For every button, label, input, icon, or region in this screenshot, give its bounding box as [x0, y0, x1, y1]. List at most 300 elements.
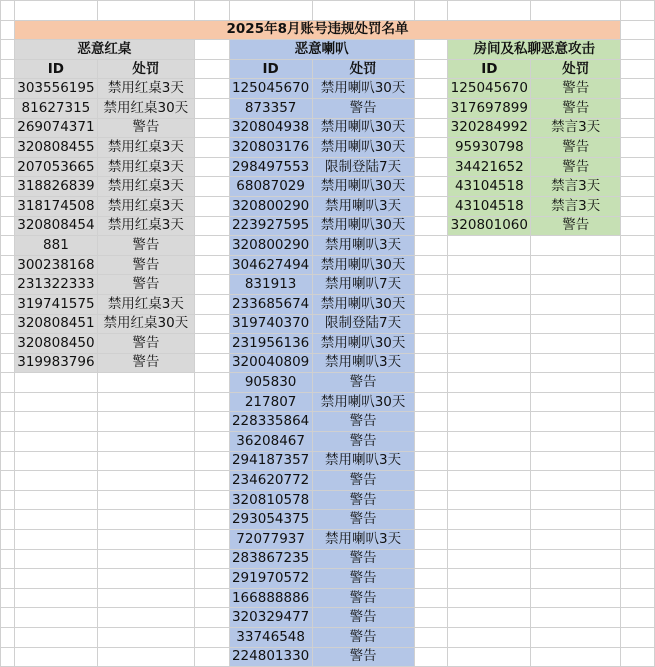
empty-cell[interactable] [1, 530, 15, 550]
empty-cell[interactable] [194, 314, 229, 334]
empty-cell[interactable] [194, 196, 229, 216]
empty-cell[interactable] [621, 157, 655, 177]
empty-cell[interactable] [621, 412, 655, 432]
penalty-header[interactable]: 处罚 [97, 59, 194, 79]
empty-cell[interactable] [414, 196, 448, 216]
blank-id-cell[interactable] [448, 549, 531, 569]
penalty-cell[interactable]: 禁用喇叭3天 [312, 236, 414, 256]
blank-penalty-cell[interactable] [97, 588, 194, 608]
empty-cell[interactable] [1, 275, 15, 295]
empty-cell[interactable] [1, 59, 15, 79]
empty-cell[interactable] [1, 471, 15, 491]
id-cell[interactable]: 234620772 [229, 471, 312, 491]
empty-cell[interactable] [621, 1, 655, 21]
empty-cell[interactable] [1, 118, 15, 138]
blank-id-cell[interactable] [448, 628, 531, 648]
blank-id-cell[interactable] [448, 471, 531, 491]
id-cell[interactable]: 217807 [229, 392, 312, 412]
empty-cell[interactable] [194, 118, 229, 138]
blank-penalty-cell[interactable] [97, 412, 194, 432]
empty-cell[interactable] [194, 647, 229, 667]
empty-cell[interactable] [414, 432, 448, 452]
penalty-cell[interactable]: 禁用红桌3天 [97, 157, 194, 177]
blank-penalty-cell[interactable] [97, 373, 194, 393]
empty-cell[interactable] [414, 236, 448, 256]
penalty-cell[interactable]: 禁用红桌3天 [97, 196, 194, 216]
blank-penalty-cell[interactable] [531, 353, 621, 373]
penalty-cell[interactable]: 禁言3天 [531, 118, 621, 138]
penalty-cell[interactable]: 禁用喇叭3天 [312, 353, 414, 373]
blank-penalty-cell[interactable] [97, 392, 194, 412]
empty-cell[interactable] [194, 392, 229, 412]
empty-cell[interactable] [414, 157, 448, 177]
empty-cell[interactable] [621, 373, 655, 393]
blank-id-cell[interactable] [14, 451, 97, 471]
blank-id-cell[interactable] [14, 549, 97, 569]
blank-id-cell[interactable] [14, 588, 97, 608]
blank-id-cell[interactable] [448, 510, 531, 530]
penalty-cell[interactable]: 禁用红桌30天 [97, 98, 194, 118]
empty-cell[interactable] [621, 392, 655, 412]
empty-cell[interactable] [414, 98, 448, 118]
blank-penalty-cell[interactable] [531, 236, 621, 256]
penalty-cell[interactable]: 警告 [312, 628, 414, 648]
id-cell[interactable]: 68087029 [229, 177, 312, 197]
penalty-cell[interactable]: 警告 [97, 236, 194, 256]
empty-cell[interactable] [414, 549, 448, 569]
blank-id-cell[interactable] [14, 490, 97, 510]
empty-cell[interactable] [1, 20, 15, 40]
empty-cell[interactable] [414, 608, 448, 628]
empty-cell[interactable] [621, 471, 655, 491]
empty-cell[interactable] [1, 1, 15, 21]
id-cell[interactable]: 231322333 [14, 275, 97, 295]
empty-cell[interactable] [1, 98, 15, 118]
blank-penalty-cell[interactable] [97, 490, 194, 510]
id-cell[interactable]: 269074371 [14, 118, 97, 138]
empty-cell[interactable] [194, 588, 229, 608]
empty-cell[interactable] [1, 628, 15, 648]
penalty-header[interactable]: 处罚 [312, 59, 414, 79]
empty-cell[interactable] [1, 432, 15, 452]
id-cell[interactable]: 43104518 [448, 177, 531, 197]
id-cell[interactable]: 873357 [229, 98, 312, 118]
id-cell[interactable]: 43104518 [448, 196, 531, 216]
empty-cell[interactable] [414, 138, 448, 158]
empty-cell[interactable] [194, 373, 229, 393]
empty-cell[interactable] [1, 549, 15, 569]
blank-penalty-cell[interactable] [531, 334, 621, 354]
empty-cell[interactable] [1, 569, 15, 589]
empty-cell[interactable] [414, 490, 448, 510]
empty-cell[interactable] [97, 1, 194, 21]
empty-cell[interactable] [1, 79, 15, 99]
id-cell[interactable]: 319740370 [229, 314, 312, 334]
id-cell[interactable]: 320804938 [229, 118, 312, 138]
empty-cell[interactable] [414, 569, 448, 589]
empty-cell[interactable] [194, 294, 229, 314]
blank-penalty-cell[interactable] [531, 490, 621, 510]
empty-cell[interactable] [1, 510, 15, 530]
id-cell[interactable]: 81627315 [14, 98, 97, 118]
blank-id-cell[interactable] [14, 432, 97, 452]
empty-cell[interactable] [621, 569, 655, 589]
penalty-cell[interactable]: 禁用红桌3天 [97, 294, 194, 314]
blank-penalty-cell[interactable] [531, 451, 621, 471]
penalty-cell[interactable]: 禁言3天 [531, 177, 621, 197]
empty-cell[interactable] [194, 1, 229, 21]
empty-cell[interactable] [621, 275, 655, 295]
empty-cell[interactable] [414, 177, 448, 197]
penalty-cell[interactable]: 警告 [312, 412, 414, 432]
empty-cell[interactable] [621, 510, 655, 530]
empty-cell[interactable] [621, 196, 655, 216]
blank-id-cell[interactable] [448, 608, 531, 628]
id-cell[interactable]: 207053665 [14, 157, 97, 177]
empty-cell[interactable] [194, 79, 229, 99]
blank-id-cell[interactable] [448, 432, 531, 452]
blank-penalty-cell[interactable] [97, 530, 194, 550]
penalty-cell[interactable]: 警告 [531, 79, 621, 99]
empty-cell[interactable] [531, 1, 621, 21]
penalty-cell[interactable]: 警告 [97, 118, 194, 138]
empty-cell[interactable] [414, 79, 448, 99]
empty-cell[interactable] [414, 471, 448, 491]
penalty-cell[interactable]: 警告 [312, 373, 414, 393]
empty-cell[interactable] [621, 628, 655, 648]
empty-cell[interactable] [194, 157, 229, 177]
blank-penalty-cell[interactable] [97, 569, 194, 589]
empty-cell[interactable] [621, 608, 655, 628]
id-cell[interactable]: 95930798 [448, 138, 531, 158]
id-cell[interactable]: 293054375 [229, 510, 312, 530]
id-cell[interactable]: 320040809 [229, 353, 312, 373]
empty-cell[interactable] [414, 1, 448, 21]
blank-penalty-cell[interactable] [531, 314, 621, 334]
id-cell[interactable]: 283867235 [229, 549, 312, 569]
id-cell[interactable]: 224801330 [229, 647, 312, 667]
penalty-cell[interactable]: 警告 [312, 98, 414, 118]
id-cell[interactable]: 223927595 [229, 216, 312, 236]
empty-cell[interactable] [312, 1, 414, 21]
penalty-cell[interactable]: 禁用喇叭3天 [312, 196, 414, 216]
empty-cell[interactable] [414, 40, 448, 60]
blank-penalty-cell[interactable] [531, 608, 621, 628]
id-cell[interactable]: 294187357 [229, 451, 312, 471]
penalty-cell[interactable]: 警告 [312, 588, 414, 608]
empty-cell[interactable] [1, 294, 15, 314]
blank-penalty-cell[interactable] [97, 451, 194, 471]
empty-cell[interactable] [414, 294, 448, 314]
id-cell[interactable]: 304627494 [229, 255, 312, 275]
empty-cell[interactable] [621, 314, 655, 334]
empty-cell[interactable] [1, 138, 15, 158]
penalty-cell[interactable]: 警告 [531, 216, 621, 236]
empty-cell[interactable] [194, 177, 229, 197]
blank-penalty-cell[interactable] [531, 530, 621, 550]
id-cell[interactable]: 319741575 [14, 294, 97, 314]
blank-id-cell[interactable] [448, 588, 531, 608]
empty-cell[interactable] [194, 98, 229, 118]
id-cell[interactable]: 125045670 [448, 79, 531, 99]
id-cell[interactable]: 303556195 [14, 79, 97, 99]
empty-cell[interactable] [194, 59, 229, 79]
penalty-cell[interactable]: 禁用喇叭30天 [312, 255, 414, 275]
id-cell[interactable]: 905830 [229, 373, 312, 393]
empty-cell[interactable] [1, 236, 15, 256]
blank-penalty-cell[interactable] [531, 628, 621, 648]
id-cell[interactable]: 125045670 [229, 79, 312, 99]
blank-id-cell[interactable] [14, 412, 97, 432]
blank-penalty-cell[interactable] [531, 392, 621, 412]
id-cell[interactable]: 298497553 [229, 157, 312, 177]
penalty-cell[interactable]: 警告 [97, 353, 194, 373]
empty-cell[interactable] [621, 353, 655, 373]
penalty-cell[interactable]: 警告 [312, 647, 414, 667]
id-cell[interactable]: 34421652 [448, 157, 531, 177]
id-header[interactable]: ID [448, 59, 531, 79]
blank-penalty-cell[interactable] [531, 569, 621, 589]
empty-cell[interactable] [194, 412, 229, 432]
blank-id-cell[interactable] [14, 510, 97, 530]
empty-cell[interactable] [621, 451, 655, 471]
section-title-2[interactable]: 恶意喇叭 [229, 40, 414, 60]
penalty-cell[interactable]: 禁用喇叭3天 [312, 530, 414, 550]
id-cell[interactable]: 317697899 [448, 98, 531, 118]
empty-cell[interactable] [414, 588, 448, 608]
empty-cell[interactable] [414, 510, 448, 530]
penalty-cell[interactable]: 禁用喇叭30天 [312, 216, 414, 236]
blank-penalty-cell[interactable] [531, 588, 621, 608]
blank-id-cell[interactable] [14, 530, 97, 550]
empty-cell[interactable] [194, 275, 229, 295]
empty-cell[interactable] [194, 138, 229, 158]
empty-cell[interactable] [194, 549, 229, 569]
empty-cell[interactable] [414, 373, 448, 393]
empty-cell[interactable] [621, 255, 655, 275]
penalty-cell[interactable]: 警告 [97, 275, 194, 295]
blank-id-cell[interactable] [14, 373, 97, 393]
empty-cell[interactable] [194, 353, 229, 373]
penalty-cell[interactable]: 禁用喇叭30天 [312, 334, 414, 354]
blank-penalty-cell[interactable] [531, 275, 621, 295]
empty-cell[interactable] [414, 628, 448, 648]
id-cell[interactable]: 320808451 [14, 314, 97, 334]
id-cell[interactable]: 318826839 [14, 177, 97, 197]
blank-penalty-cell[interactable] [97, 510, 194, 530]
empty-cell[interactable] [414, 118, 448, 138]
blank-id-cell[interactable] [448, 569, 531, 589]
empty-cell[interactable] [1, 157, 15, 177]
empty-cell[interactable] [414, 353, 448, 373]
id-cell[interactable]: 320284992 [448, 118, 531, 138]
id-cell[interactable]: 881 [14, 236, 97, 256]
penalty-cell[interactable]: 警告 [312, 549, 414, 569]
penalty-cell[interactable]: 警告 [97, 334, 194, 354]
blank-penalty-cell[interactable] [531, 647, 621, 667]
empty-cell[interactable] [621, 216, 655, 236]
penalty-cell[interactable]: 禁用喇叭30天 [312, 118, 414, 138]
id-cell[interactable]: 320808455 [14, 138, 97, 158]
empty-cell[interactable] [194, 40, 229, 60]
empty-cell[interactable] [1, 412, 15, 432]
empty-cell[interactable] [194, 216, 229, 236]
penalty-cell[interactable]: 禁用喇叭30天 [312, 294, 414, 314]
empty-cell[interactable] [621, 432, 655, 452]
id-cell[interactable]: 319983796 [14, 353, 97, 373]
blank-id-cell[interactable] [14, 608, 97, 628]
empty-cell[interactable] [194, 490, 229, 510]
empty-cell[interactable] [621, 588, 655, 608]
empty-cell[interactable] [1, 588, 15, 608]
penalty-cell[interactable]: 禁用喇叭30天 [312, 138, 414, 158]
penalty-cell[interactable]: 禁用红桌3天 [97, 79, 194, 99]
empty-cell[interactable] [414, 59, 448, 79]
blank-penalty-cell[interactable] [97, 628, 194, 648]
empty-cell[interactable] [414, 334, 448, 354]
blank-penalty-cell[interactable] [531, 412, 621, 432]
empty-cell[interactable] [1, 177, 15, 197]
blank-id-cell[interactable] [14, 628, 97, 648]
blank-penalty-cell[interactable] [531, 432, 621, 452]
empty-cell[interactable] [194, 236, 229, 256]
blank-id-cell[interactable] [448, 236, 531, 256]
empty-cell[interactable] [1, 255, 15, 275]
penalty-cell[interactable]: 警告 [312, 471, 414, 491]
blank-id-cell[interactable] [448, 255, 531, 275]
blank-id-cell[interactable] [448, 294, 531, 314]
blank-penalty-cell[interactable] [97, 432, 194, 452]
id-cell[interactable]: 320800290 [229, 236, 312, 256]
empty-cell[interactable] [621, 79, 655, 99]
penalty-cell[interactable]: 警告 [312, 490, 414, 510]
empty-cell[interactable] [621, 118, 655, 138]
blank-id-cell[interactable] [14, 647, 97, 667]
empty-cell[interactable] [229, 1, 312, 21]
id-cell[interactable]: 320808450 [14, 334, 97, 354]
penalty-cell[interactable]: 禁用红桌30天 [97, 314, 194, 334]
id-cell[interactable]: 320800290 [229, 196, 312, 216]
id-header[interactable]: ID [229, 59, 312, 79]
blank-id-cell[interactable] [448, 353, 531, 373]
id-cell[interactable]: 318174508 [14, 196, 97, 216]
empty-cell[interactable] [414, 255, 448, 275]
empty-cell[interactable] [194, 451, 229, 471]
penalty-header[interactable]: 处罚 [531, 59, 621, 79]
penalty-cell[interactable]: 警告 [531, 157, 621, 177]
penalty-cell[interactable]: 禁用红桌3天 [97, 216, 194, 236]
empty-cell[interactable] [1, 216, 15, 236]
empty-cell[interactable] [1, 40, 15, 60]
penalty-cell[interactable]: 警告 [312, 608, 414, 628]
empty-cell[interactable] [621, 490, 655, 510]
empty-cell[interactable] [194, 334, 229, 354]
id-cell[interactable]: 231956136 [229, 334, 312, 354]
blank-id-cell[interactable] [448, 412, 531, 432]
empty-cell[interactable] [194, 569, 229, 589]
blank-penalty-cell[interactable] [97, 471, 194, 491]
id-cell[interactable]: 72077937 [229, 530, 312, 550]
penalty-cell[interactable]: 禁用喇叭30天 [312, 79, 414, 99]
empty-cell[interactable] [194, 432, 229, 452]
empty-cell[interactable] [414, 392, 448, 412]
blank-id-cell[interactable] [448, 451, 531, 471]
penalty-cell[interactable]: 警告 [312, 510, 414, 530]
empty-cell[interactable] [448, 1, 531, 21]
blank-id-cell[interactable] [448, 314, 531, 334]
id-header[interactable]: ID [14, 59, 97, 79]
empty-cell[interactable] [414, 314, 448, 334]
id-cell[interactable]: 291970572 [229, 569, 312, 589]
empty-cell[interactable] [194, 510, 229, 530]
penalty-cell[interactable]: 禁用喇叭7天 [312, 275, 414, 295]
blank-penalty-cell[interactable] [531, 510, 621, 530]
blank-id-cell[interactable] [448, 530, 531, 550]
section-title-1[interactable]: 恶意红桌 [14, 40, 194, 60]
id-cell[interactable]: 33746548 [229, 628, 312, 648]
blank-penalty-cell[interactable] [531, 471, 621, 491]
id-cell[interactable]: 831913 [229, 275, 312, 295]
penalty-cell[interactable]: 禁用红桌3天 [97, 138, 194, 158]
penalty-cell[interactable]: 警告 [312, 569, 414, 589]
id-cell[interactable]: 166888886 [229, 588, 312, 608]
empty-cell[interactable] [621, 138, 655, 158]
id-cell[interactable]: 320808454 [14, 216, 97, 236]
penalty-cell[interactable]: 限制登陆7天 [312, 314, 414, 334]
blank-id-cell[interactable] [14, 471, 97, 491]
empty-cell[interactable] [621, 549, 655, 569]
empty-cell[interactable] [1, 353, 15, 373]
blank-penalty-cell[interactable] [97, 647, 194, 667]
id-cell[interactable]: 233685674 [229, 294, 312, 314]
penalty-cell[interactable]: 警告 [531, 138, 621, 158]
penalty-cell[interactable]: 限制登陆7天 [312, 157, 414, 177]
empty-cell[interactable] [621, 20, 655, 40]
empty-cell[interactable] [14, 1, 97, 21]
penalty-cell[interactable]: 警告 [97, 255, 194, 275]
empty-cell[interactable] [414, 530, 448, 550]
empty-cell[interactable] [621, 98, 655, 118]
blank-penalty-cell[interactable] [531, 373, 621, 393]
empty-cell[interactable] [1, 373, 15, 393]
empty-cell[interactable] [1, 334, 15, 354]
sheet-title[interactable]: 2025年8月账号违规处罚名单 [14, 20, 620, 40]
empty-cell[interactable] [1, 647, 15, 667]
blank-id-cell[interactable] [14, 569, 97, 589]
id-cell[interactable]: 228335864 [229, 412, 312, 432]
id-cell[interactable]: 320801060 [448, 216, 531, 236]
blank-id-cell[interactable] [448, 373, 531, 393]
empty-cell[interactable] [1, 196, 15, 216]
penalty-cell[interactable]: 禁用喇叭3天 [312, 451, 414, 471]
empty-cell[interactable] [414, 216, 448, 236]
empty-cell[interactable] [414, 275, 448, 295]
penalty-cell[interactable]: 禁用喇叭30天 [312, 392, 414, 412]
empty-cell[interactable] [194, 530, 229, 550]
penalty-cell[interactable]: 禁言3天 [531, 196, 621, 216]
penalty-cell[interactable]: 禁用红桌3天 [97, 177, 194, 197]
penalty-cell[interactable]: 警告 [531, 98, 621, 118]
empty-cell[interactable] [194, 608, 229, 628]
empty-cell[interactable] [1, 608, 15, 628]
section-title-3[interactable]: 房间及私聊恶意攻击 [448, 40, 621, 60]
empty-cell[interactable] [194, 471, 229, 491]
empty-cell[interactable] [621, 177, 655, 197]
empty-cell[interactable] [414, 647, 448, 667]
empty-cell[interactable] [1, 392, 15, 412]
empty-cell[interactable] [1, 490, 15, 510]
empty-cell[interactable] [414, 451, 448, 471]
